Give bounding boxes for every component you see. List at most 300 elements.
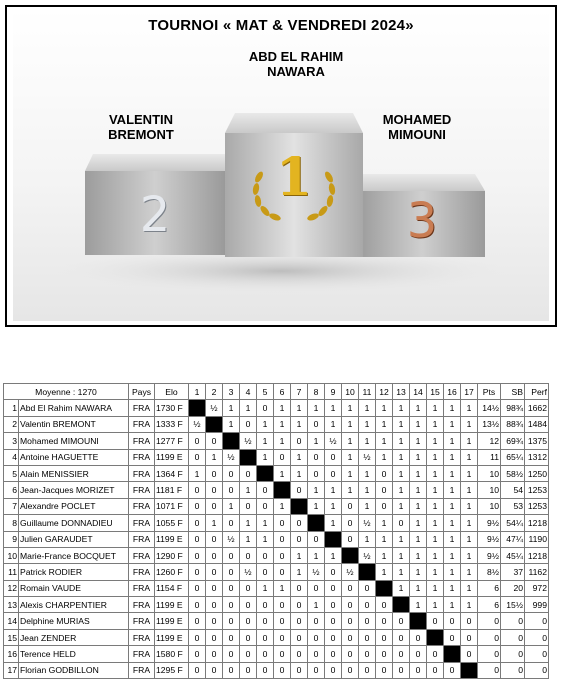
score-cell: 0 [342, 662, 359, 678]
score-cell: ½ [342, 564, 359, 580]
score-cell: 0 [393, 613, 410, 629]
score-cell: 0 [257, 662, 274, 678]
sb-cell: 37 [501, 564, 525, 580]
score-cell: 0 [274, 597, 291, 613]
score-cell: 1 [359, 498, 376, 514]
sb-cell: 20 [501, 580, 525, 596]
score-cell: 0 [461, 613, 478, 629]
score-cell: 0 [376, 613, 393, 629]
score-cell: 1 [291, 449, 308, 465]
score-cell: 1 [461, 400, 478, 416]
rank-cell: 9 [4, 531, 19, 547]
country-cell: FRA [129, 498, 155, 514]
score-cell: 0 [240, 629, 257, 645]
score-cell: 1 [376, 416, 393, 432]
score-cell: 1 [444, 531, 461, 547]
elo-cell: 1071 F [155, 498, 189, 514]
score-cell: 0 [342, 646, 359, 662]
score-cell: 1 [257, 515, 274, 531]
score-cell: 1 [444, 498, 461, 514]
score-cell: 0 [325, 449, 342, 465]
score-cell: 0 [291, 629, 308, 645]
score-cell: 0 [206, 580, 223, 596]
perf-cell: 1253 [525, 482, 549, 498]
score-cell: 0 [376, 646, 393, 662]
score-cell: 1 [376, 564, 393, 580]
score-cell: 0 [240, 547, 257, 563]
sb-cell: 65¼ [501, 449, 525, 465]
score-cell: 1 [427, 515, 444, 531]
score-cell: 1 [444, 465, 461, 481]
sb-header: SB [501, 384, 525, 400]
score-cell: 0 [410, 646, 427, 662]
score-cell: 1 [325, 400, 342, 416]
country-cell: FRA [129, 482, 155, 498]
table-row [4, 433, 549, 449]
round-header: 2 [206, 384, 223, 400]
score-cell: 1 [393, 482, 410, 498]
self-cell [308, 515, 325, 531]
score-cell: 0 [274, 646, 291, 662]
sb-cell: 0 [501, 629, 525, 645]
points-cell: 6 [478, 597, 501, 613]
score-cell: 1 [325, 416, 342, 432]
points-cell: 0 [478, 662, 501, 678]
score-cell: 0 [359, 580, 376, 596]
score-cell: 1 [223, 498, 240, 514]
self-cell [359, 564, 376, 580]
score-cell: 1 [342, 465, 359, 481]
round-header: 1 [189, 384, 206, 400]
third-place-name-line2: MIMOUNI [388, 127, 446, 142]
table-row [4, 662, 549, 678]
rank-cell: 2 [4, 416, 19, 432]
score-cell: 0 [274, 515, 291, 531]
score-cell: 0 [308, 629, 325, 645]
score-cell: 0 [427, 662, 444, 678]
score-cell: 1 [410, 433, 427, 449]
score-cell: 0 [325, 613, 342, 629]
score-cell: 0 [189, 498, 206, 514]
score-cell: 0 [257, 613, 274, 629]
score-cell: 1 [393, 433, 410, 449]
self-cell [240, 449, 257, 465]
score-cell: 1 [461, 498, 478, 514]
score-cell: 1 [427, 482, 444, 498]
score-cell: 1 [461, 433, 478, 449]
score-cell: 1 [376, 547, 393, 563]
score-cell: 1 [427, 449, 444, 465]
score-cell: 1 [342, 433, 359, 449]
score-cell: 1 [444, 597, 461, 613]
score-cell: 0 [291, 646, 308, 662]
player-name-cell: Marie-France BOCQUET [19, 547, 129, 563]
score-cell: ½ [308, 564, 325, 580]
score-cell: 0 [257, 547, 274, 563]
elo-cell: 1055 F [155, 515, 189, 531]
score-cell: 1 [325, 547, 342, 563]
score-cell: 1 [427, 547, 444, 563]
player-name-cell: Guillaume DONNADIEU [19, 515, 129, 531]
score-cell: 1 [342, 482, 359, 498]
points-cell: 10 [478, 498, 501, 514]
score-cell: 0 [223, 613, 240, 629]
score-cell: 1 [291, 416, 308, 432]
points-cell: 10 [478, 465, 501, 481]
score-cell: 0 [206, 597, 223, 613]
score-cell: 1 [427, 531, 444, 547]
score-cell: 0 [325, 629, 342, 645]
player-name-cell: Jean ZENDER [19, 629, 129, 645]
score-cell: ½ [223, 531, 240, 547]
score-cell: 1 [240, 515, 257, 531]
elo-cell: 1580 F [155, 646, 189, 662]
rank-cell: 10 [4, 547, 19, 563]
score-cell: 1 [427, 433, 444, 449]
score-cell: 1 [410, 400, 427, 416]
score-cell: 1 [308, 597, 325, 613]
first-place-name-line1: ABD EL RAHIM [248, 49, 344, 64]
round-header: 16 [444, 384, 461, 400]
elo-cell: 1181 F [155, 482, 189, 498]
table-row [4, 613, 549, 629]
score-cell: 0 [223, 465, 240, 481]
score-cell: 0 [291, 531, 308, 547]
self-cell [410, 613, 427, 629]
score-cell: 1 [274, 400, 291, 416]
player-name-cell: Delphine MURIAS [19, 613, 129, 629]
score-cell: 0 [223, 629, 240, 645]
self-cell [189, 400, 206, 416]
score-cell: 0 [376, 662, 393, 678]
score-cell: 0 [206, 613, 223, 629]
round-header: 13 [393, 384, 410, 400]
score-cell: 0 [257, 482, 274, 498]
score-cell: 0 [342, 597, 359, 613]
country-cell: FRA [129, 449, 155, 465]
score-cell: 0 [308, 646, 325, 662]
score-cell: 1 [461, 564, 478, 580]
score-cell: 0 [376, 629, 393, 645]
elo-cell: 1295 F [155, 662, 189, 678]
score-cell: 0 [410, 662, 427, 678]
table-row [4, 465, 549, 481]
table-row [4, 531, 549, 547]
score-cell: ½ [359, 449, 376, 465]
player-name-cell: Jean-Jacques MORIZET [19, 482, 129, 498]
round-header: 5 [257, 384, 274, 400]
table-row [4, 580, 549, 596]
player-name-cell: Mohamed MIMOUNI [19, 433, 129, 449]
score-cell: 0 [461, 629, 478, 645]
score-cell: 1 [444, 400, 461, 416]
sb-cell: 98¾ [501, 400, 525, 416]
score-cell: ½ [325, 433, 342, 449]
score-cell: 0 [359, 646, 376, 662]
table-row [4, 564, 549, 580]
points-cell: 8½ [478, 564, 501, 580]
country-cell: FRA [129, 629, 155, 645]
score-cell: 1 [308, 400, 325, 416]
table-row [4, 646, 549, 662]
player-name-cell: Valentin BREMONT [19, 416, 129, 432]
score-cell: 1 [410, 597, 427, 613]
score-cell: 1 [342, 416, 359, 432]
score-cell: 0 [206, 564, 223, 580]
third-place-name-line1: MOHAMED [382, 112, 452, 127]
score-cell: 1 [393, 498, 410, 514]
round-header: 3 [223, 384, 240, 400]
score-cell: ½ [223, 449, 240, 465]
score-cell: 0 [427, 646, 444, 662]
country-cell: FRA [129, 531, 155, 547]
round-header: 12 [376, 384, 393, 400]
table-row [4, 498, 549, 514]
score-cell: 0 [240, 465, 257, 481]
score-cell: 0 [240, 646, 257, 662]
score-cell: 1 [308, 433, 325, 449]
score-cell: 0 [206, 662, 223, 678]
score-cell: 0 [410, 629, 427, 645]
table-row [4, 547, 549, 563]
pts-header: Pts [478, 384, 501, 400]
score-cell: 1 [393, 465, 410, 481]
score-cell: 1 [274, 416, 291, 432]
score-cell: 1 [376, 531, 393, 547]
score-cell: 1 [257, 416, 274, 432]
score-cell: 0 [274, 613, 291, 629]
country-cell: FRA [129, 416, 155, 432]
score-cell: 1 [376, 449, 393, 465]
first-place-name-line2: NAWARA [267, 64, 325, 79]
average-elo-header: Moyenne : 1270 [4, 384, 129, 400]
score-cell: 0 [342, 498, 359, 514]
country-cell: FRA [129, 547, 155, 563]
country-header: Pays [129, 384, 155, 400]
perf-cell: 0 [525, 613, 549, 629]
score-cell: 1 [410, 564, 427, 580]
results-body [4, 400, 549, 679]
score-cell: 0 [393, 646, 410, 662]
score-cell: 1 [342, 400, 359, 416]
score-cell: 0 [376, 498, 393, 514]
perf-cell: 1253 [525, 498, 549, 514]
score-cell: 1 [274, 433, 291, 449]
score-cell: 0 [257, 498, 274, 514]
score-cell: 1 [342, 449, 359, 465]
score-cell: 1 [427, 564, 444, 580]
score-cell: 0 [274, 662, 291, 678]
results-table [3, 383, 549, 679]
round-header: 17 [461, 384, 478, 400]
perf-cell: 999 [525, 597, 549, 613]
elo-cell: 1154 F [155, 580, 189, 596]
sb-cell: 88¾ [501, 416, 525, 432]
rank-cell: 16 [4, 646, 19, 662]
score-cell: 1 [444, 564, 461, 580]
points-cell: 14½ [478, 400, 501, 416]
score-cell: 0 [206, 433, 223, 449]
score-cell: 0 [206, 498, 223, 514]
score-cell: 0 [206, 531, 223, 547]
score-cell: 0 [359, 597, 376, 613]
score-cell: 1 [444, 515, 461, 531]
score-cell: 1 [274, 580, 291, 596]
self-cell [427, 629, 444, 645]
score-cell: 0 [240, 613, 257, 629]
score-cell: 0 [206, 646, 223, 662]
player-name-cell: Antoine HAGUETTE [19, 449, 129, 465]
score-cell: 1 [427, 416, 444, 432]
country-cell: FRA [129, 646, 155, 662]
score-cell: 0 [325, 597, 342, 613]
score-cell: 0 [291, 433, 308, 449]
score-cell: 0 [376, 465, 393, 481]
score-cell: 0 [223, 482, 240, 498]
score-cell: 0 [189, 547, 206, 563]
score-cell: 1 [206, 449, 223, 465]
perf-cell: 1375 [525, 433, 549, 449]
score-cell: 1 [274, 498, 291, 514]
points-cell: 13½ [478, 416, 501, 432]
score-cell: 0 [206, 482, 223, 498]
score-cell: 1 [444, 433, 461, 449]
perf-cell: 972 [525, 580, 549, 596]
self-cell [274, 482, 291, 498]
table-row [4, 400, 549, 416]
score-cell: 1 [461, 416, 478, 432]
sb-cell: 0 [501, 662, 525, 678]
self-cell [376, 580, 393, 596]
score-cell: 1 [410, 416, 427, 432]
score-cell: 0 [427, 613, 444, 629]
score-cell: ½ [240, 564, 257, 580]
sb-cell: 53 [501, 498, 525, 514]
score-cell: 0 [206, 629, 223, 645]
score-cell: 0 [291, 597, 308, 613]
rank-cell: 7 [4, 498, 19, 514]
player-name-cell: Alexis CHARPENTIER [19, 597, 129, 613]
perf-header: Perf [525, 384, 549, 400]
score-cell: 0 [444, 629, 461, 645]
elo-cell: 1199 E [155, 629, 189, 645]
score-cell: 0 [189, 482, 206, 498]
score-cell: ½ [359, 547, 376, 563]
player-name-cell: Abd El Rahim NAWARA [19, 400, 129, 416]
score-cell: 1 [240, 531, 257, 547]
elo-cell: 1290 F [155, 547, 189, 563]
first-place-name [221, 49, 371, 79]
rank-cell: 15 [4, 629, 19, 645]
country-cell: FRA [129, 597, 155, 613]
score-cell: 1 [410, 580, 427, 596]
country-cell: FRA [129, 564, 155, 580]
score-cell: 0 [308, 449, 325, 465]
score-cell: 0 [444, 613, 461, 629]
country-cell: FRA [129, 580, 155, 596]
rank-cell: 4 [4, 449, 19, 465]
third-place-name [357, 112, 477, 142]
round-header: 4 [240, 384, 257, 400]
score-cell: 0 [342, 531, 359, 547]
score-cell: 1 [206, 515, 223, 531]
score-cell: ½ [240, 433, 257, 449]
points-cell: 9½ [478, 515, 501, 531]
score-cell: 0 [189, 629, 206, 645]
sb-cell: 54¼ [501, 515, 525, 531]
points-cell: 0 [478, 629, 501, 645]
score-cell: ½ [206, 400, 223, 416]
score-cell: 1 [461, 482, 478, 498]
elo-cell: 1199 E [155, 449, 189, 465]
player-name-cell: Julien GARAUDET [19, 531, 129, 547]
score-cell: 1 [308, 498, 325, 514]
second-place-name-line1: VALENTIN [108, 112, 174, 127]
score-cell: 0 [189, 646, 206, 662]
score-cell: 0 [257, 400, 274, 416]
score-cell: 1 [444, 416, 461, 432]
rank-cell: 17 [4, 662, 19, 678]
rank-cell: 1 [4, 400, 19, 416]
score-cell: ½ [359, 515, 376, 531]
perf-cell: 1250 [525, 465, 549, 481]
score-cell: 0 [240, 662, 257, 678]
table-row [4, 416, 549, 432]
perf-cell: 1190 [525, 531, 549, 547]
score-cell: 1 [427, 597, 444, 613]
score-cell: 1 [257, 433, 274, 449]
rank-cell: 3 [4, 433, 19, 449]
second-place-number: 2 [139, 187, 171, 243]
perf-cell: 1662 [525, 400, 549, 416]
score-cell: 1 [240, 482, 257, 498]
score-cell: 1 [223, 416, 240, 432]
score-cell: 0 [359, 629, 376, 645]
score-cell: 0 [274, 564, 291, 580]
score-cell: 0 [189, 597, 206, 613]
score-cell: 0 [308, 662, 325, 678]
score-cell: 1 [427, 400, 444, 416]
score-cell: 0 [461, 646, 478, 662]
score-cell: 1 [393, 400, 410, 416]
elo-cell: 1730 F [155, 400, 189, 416]
score-cell: 1 [461, 531, 478, 547]
score-cell: 1 [444, 547, 461, 563]
score-cell: 0 [308, 465, 325, 481]
score-cell: 0 [291, 482, 308, 498]
score-cell: 0 [189, 449, 206, 465]
score-cell: 1 [410, 515, 427, 531]
score-cell: 1 [410, 482, 427, 498]
score-cell: 0 [189, 580, 206, 596]
score-cell: 0 [240, 580, 257, 596]
score-cell: 0 [189, 613, 206, 629]
score-cell: 0 [240, 597, 257, 613]
self-cell [257, 465, 274, 481]
score-cell: 1 [427, 498, 444, 514]
score-cell: 0 [376, 482, 393, 498]
score-cell: 1 [257, 531, 274, 547]
score-cell: 1 [223, 400, 240, 416]
score-cell: 1 [308, 482, 325, 498]
first-place-number: 1 [275, 147, 313, 208]
self-cell [393, 597, 410, 613]
score-cell: 0 [308, 613, 325, 629]
score-cell: 1 [359, 482, 376, 498]
score-cell: 1 [393, 449, 410, 465]
score-cell: 0 [240, 416, 257, 432]
score-cell: 1 [291, 564, 308, 580]
